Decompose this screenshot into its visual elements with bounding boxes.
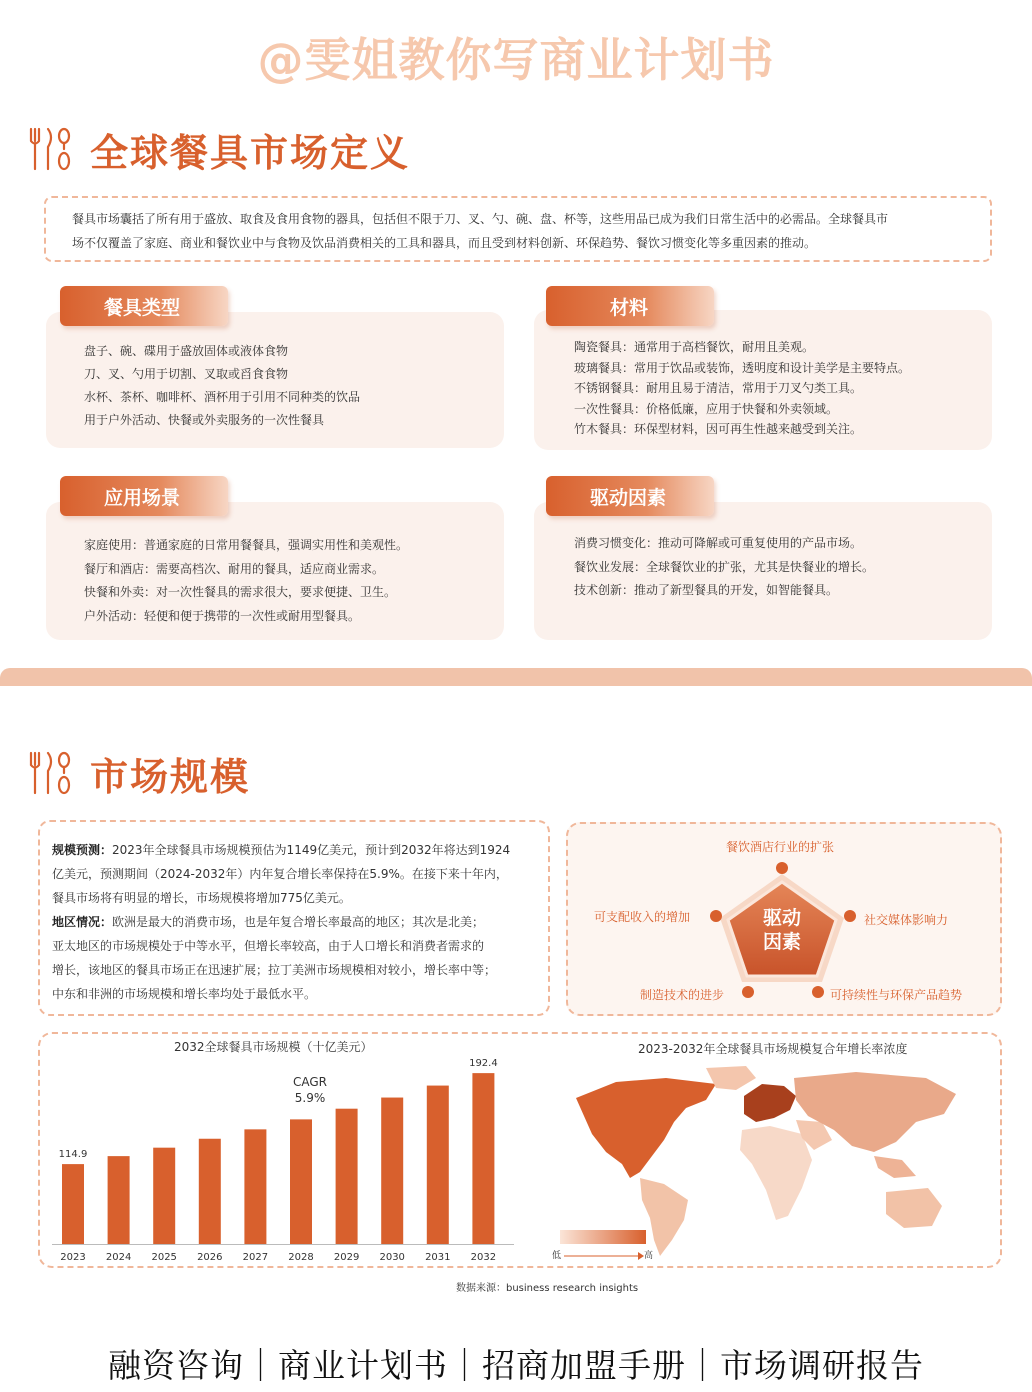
section-header-definition: [26, 122, 410, 177]
section-divider: [0, 668, 1032, 686]
list-item: 盘子、碗、碟用于盛放固体或液体食物: [84, 344, 289, 358]
list-item: 户外活动：轻便和便于携带的一次性或耐用型餐具。: [84, 608, 361, 623]
card-tag-scenarios: 应用场景: [60, 476, 228, 516]
bar-chart: [48, 1058, 518, 1264]
list-item: 技术创新：推动了新型餐具的开发，如智能餐具。: [574, 583, 839, 597]
tick-label-2023: 2023: [60, 1252, 86, 1263]
forecast-label: 规模预测：: [52, 843, 113, 857]
list-item: 用于户外活动、快餐或外卖服务的一次性餐具: [84, 413, 325, 427]
definition-intro: [44, 196, 992, 262]
map-africa: [740, 1126, 812, 1220]
region-line: 亚太地区的市场规模处于中等水平，但增长率较高，由于人口增长和消费者需求的: [52, 939, 485, 953]
list-item: 消费习惯变化：推动可降解或可重复使用的产品市场。: [574, 536, 863, 550]
map-legend-low: 低: [552, 1251, 562, 1261]
watermark: @雯姐教你写商业计划书: [257, 33, 775, 87]
forecast-line: 餐具市场将有明显的增长，市场规模将增加775亿美元。: [52, 891, 351, 905]
list-item: 快餐和外卖：对一次性餐具的需求很大，要求便捷、卫生。: [84, 585, 397, 599]
list-item: 竹木餐具：环保型材料，因可再生性越来越受到关注。: [574, 422, 863, 436]
factor-right: 社交媒体影响力: [864, 913, 949, 927]
list-item: 餐厅和酒店：需要高档次、耐用的餐具，适应商业需求。: [84, 561, 385, 576]
factor-center-line: 因素: [762, 931, 801, 953]
intro-line: 场不仅覆盖了家庭、商业和餐饮业中与食物及饮品消费相关的工具和器具，而且受到材料创新、环保趋势、餐饮习惯变化等多重因素的推动。: [72, 236, 817, 250]
factor-center: [724, 906, 840, 954]
region-line: [52, 910, 536, 934]
factor-dot: [776, 862, 788, 874]
card-list: [84, 534, 408, 628]
utensils-icon: [26, 749, 78, 799]
forecast-text: 2023年全球餐具市场规模预估为1149亿美元，预计到2032年将达到1924: [112, 843, 511, 857]
card-drivers: [534, 502, 992, 640]
factor-dot: [844, 910, 856, 922]
factor-top: 餐饮酒店行业的扩张: [726, 840, 835, 854]
map-legend-high: 高: [644, 1251, 654, 1261]
intro-line: 餐具市场囊括了所有用于盛放、取食及食用食物的器具，包括但不限于刀、叉、勺、碗、盘、杯等，这些用品已成为我们日常生活中的必需品。全球餐具市: [72, 212, 889, 226]
data-label-2023: 114.9: [58, 1149, 88, 1161]
factor-bottom-left: 制造技术的进步: [640, 988, 725, 1002]
cagr-value: 5.9%: [294, 1091, 326, 1105]
factor-left: 可支配收入的增加: [594, 910, 691, 924]
region-label: 地区情况：: [52, 915, 113, 929]
market-description: [38, 820, 550, 1016]
tick-label-2025: 2025: [151, 1252, 177, 1263]
card-tag-types: 餐具类型: [60, 286, 228, 326]
list-item: 不锈钢餐具：耐用且易于清洁，常用于刀叉勺类工具。: [574, 381, 863, 395]
map-north-america: [576, 1078, 716, 1178]
list-item: 水杯、茶杯、咖啡杯、酒杯用于引用不同种类的饮品: [84, 390, 361, 404]
footer-services: 融资咨询｜商业计划书｜招商加盟手册｜市场调研报告: [108, 1346, 924, 1385]
tick-label-2026: 2026: [197, 1252, 223, 1263]
factor-bottom-right: 可持续性与环保产品趋势: [830, 988, 963, 1002]
card-list: [574, 337, 910, 440]
data-source: 数据来源：business research insights: [456, 1283, 639, 1294]
tick-label-2027: 2027: [242, 1252, 269, 1263]
tick-label-2031: 2031: [425, 1252, 451, 1263]
region-text: 欧洲是最大的消费市场，也是年复合增长率最高的地区；其次是北美；: [112, 915, 485, 929]
list-item: 刀、叉、勺用于切割、叉取或舀食食物: [84, 367, 289, 381]
tick-label-2024: 2024: [105, 1252, 132, 1263]
factor-dot: [710, 910, 722, 922]
bar-2031: [427, 1086, 449, 1244]
bar-2030: [381, 1098, 403, 1244]
driving-factors-diagram: [566, 822, 1002, 1016]
arrow-right-icon: [564, 1252, 644, 1260]
card-tag-materials: 材料: [546, 286, 714, 326]
section-title-market-size: 市场规模: [90, 755, 251, 799]
bar-2029: [336, 1109, 358, 1244]
chart-title: 2032全球餐具市场规模（十亿美元）: [174, 1040, 373, 1054]
bar-2025: [153, 1148, 175, 1244]
forecast-line: 亿美元，预测期间（2024-2032年）内年复合增长率保持在5.9%。在接下来十年内，: [52, 867, 508, 881]
utensils-icon: [26, 125, 78, 175]
card-tag-drivers: 驱动因素: [546, 476, 714, 516]
list-item: 家庭使用：普通家庭的日常用餐餐具，强调实用性和美观性。: [84, 538, 409, 552]
map-australia: [886, 1188, 942, 1228]
list-item: 陶瓷餐具：通常用于高档餐饮，耐用且美观。: [574, 340, 815, 354]
bar-2028: [290, 1119, 312, 1244]
data-label-2032: 192.4: [469, 1058, 498, 1070]
map-europe: [744, 1084, 796, 1122]
map-south-america: [640, 1178, 688, 1256]
factor-dot: [742, 986, 754, 998]
factor-dot: [812, 986, 824, 998]
tick-label-2029: 2029: [333, 1252, 360, 1263]
card-list: [574, 532, 874, 603]
chart-and-map-panel: [38, 1032, 1002, 1268]
list-item: 餐饮业发展：全球餐饮业的扩张，尤其是快餐业的增长。: [574, 559, 875, 574]
bar-2026: [199, 1139, 221, 1244]
map-se-asia: [874, 1156, 916, 1178]
card-list: [84, 340, 360, 432]
region-line: 中东和非洲的市场规模和增长率均处于最低水平。: [52, 987, 317, 1001]
forecast-line: [52, 838, 536, 862]
card-materials: [534, 310, 992, 450]
section-header-market-size: [26, 746, 250, 801]
bar-2023: [62, 1164, 84, 1244]
region-line: 增长，该地区的餐具市场正在迅速扩展；拉丁美洲市场规模相对较小，增长率中等；: [52, 963, 497, 977]
bar-2024: [108, 1156, 130, 1244]
tick-label-2030: 2030: [379, 1252, 405, 1263]
bar-2027: [244, 1129, 266, 1244]
tick-label-2028: 2028: [288, 1252, 314, 1263]
map-title: 2023-2032年全球餐具市场规模复合年增长率浓度: [638, 1042, 908, 1056]
cagr-annotation: CAGR: [292, 1075, 328, 1089]
tick-label-2032: 2032: [470, 1252, 497, 1263]
factor-center-line: 驱动: [762, 907, 801, 929]
map-legend-bar: [560, 1230, 646, 1244]
list-item: 一次性餐具：价格低廉，应用于快餐和外卖领域。: [574, 401, 839, 416]
section-title-definition: 全球餐具市场定义: [90, 131, 411, 175]
bar-2032: [472, 1073, 494, 1244]
card-scenarios: [46, 502, 504, 640]
list-item: 玻璃餐具：常用于饮品或装饰，透明度和设计美学是主要特点。: [574, 360, 911, 375]
card-tableware-types: [46, 312, 504, 448]
